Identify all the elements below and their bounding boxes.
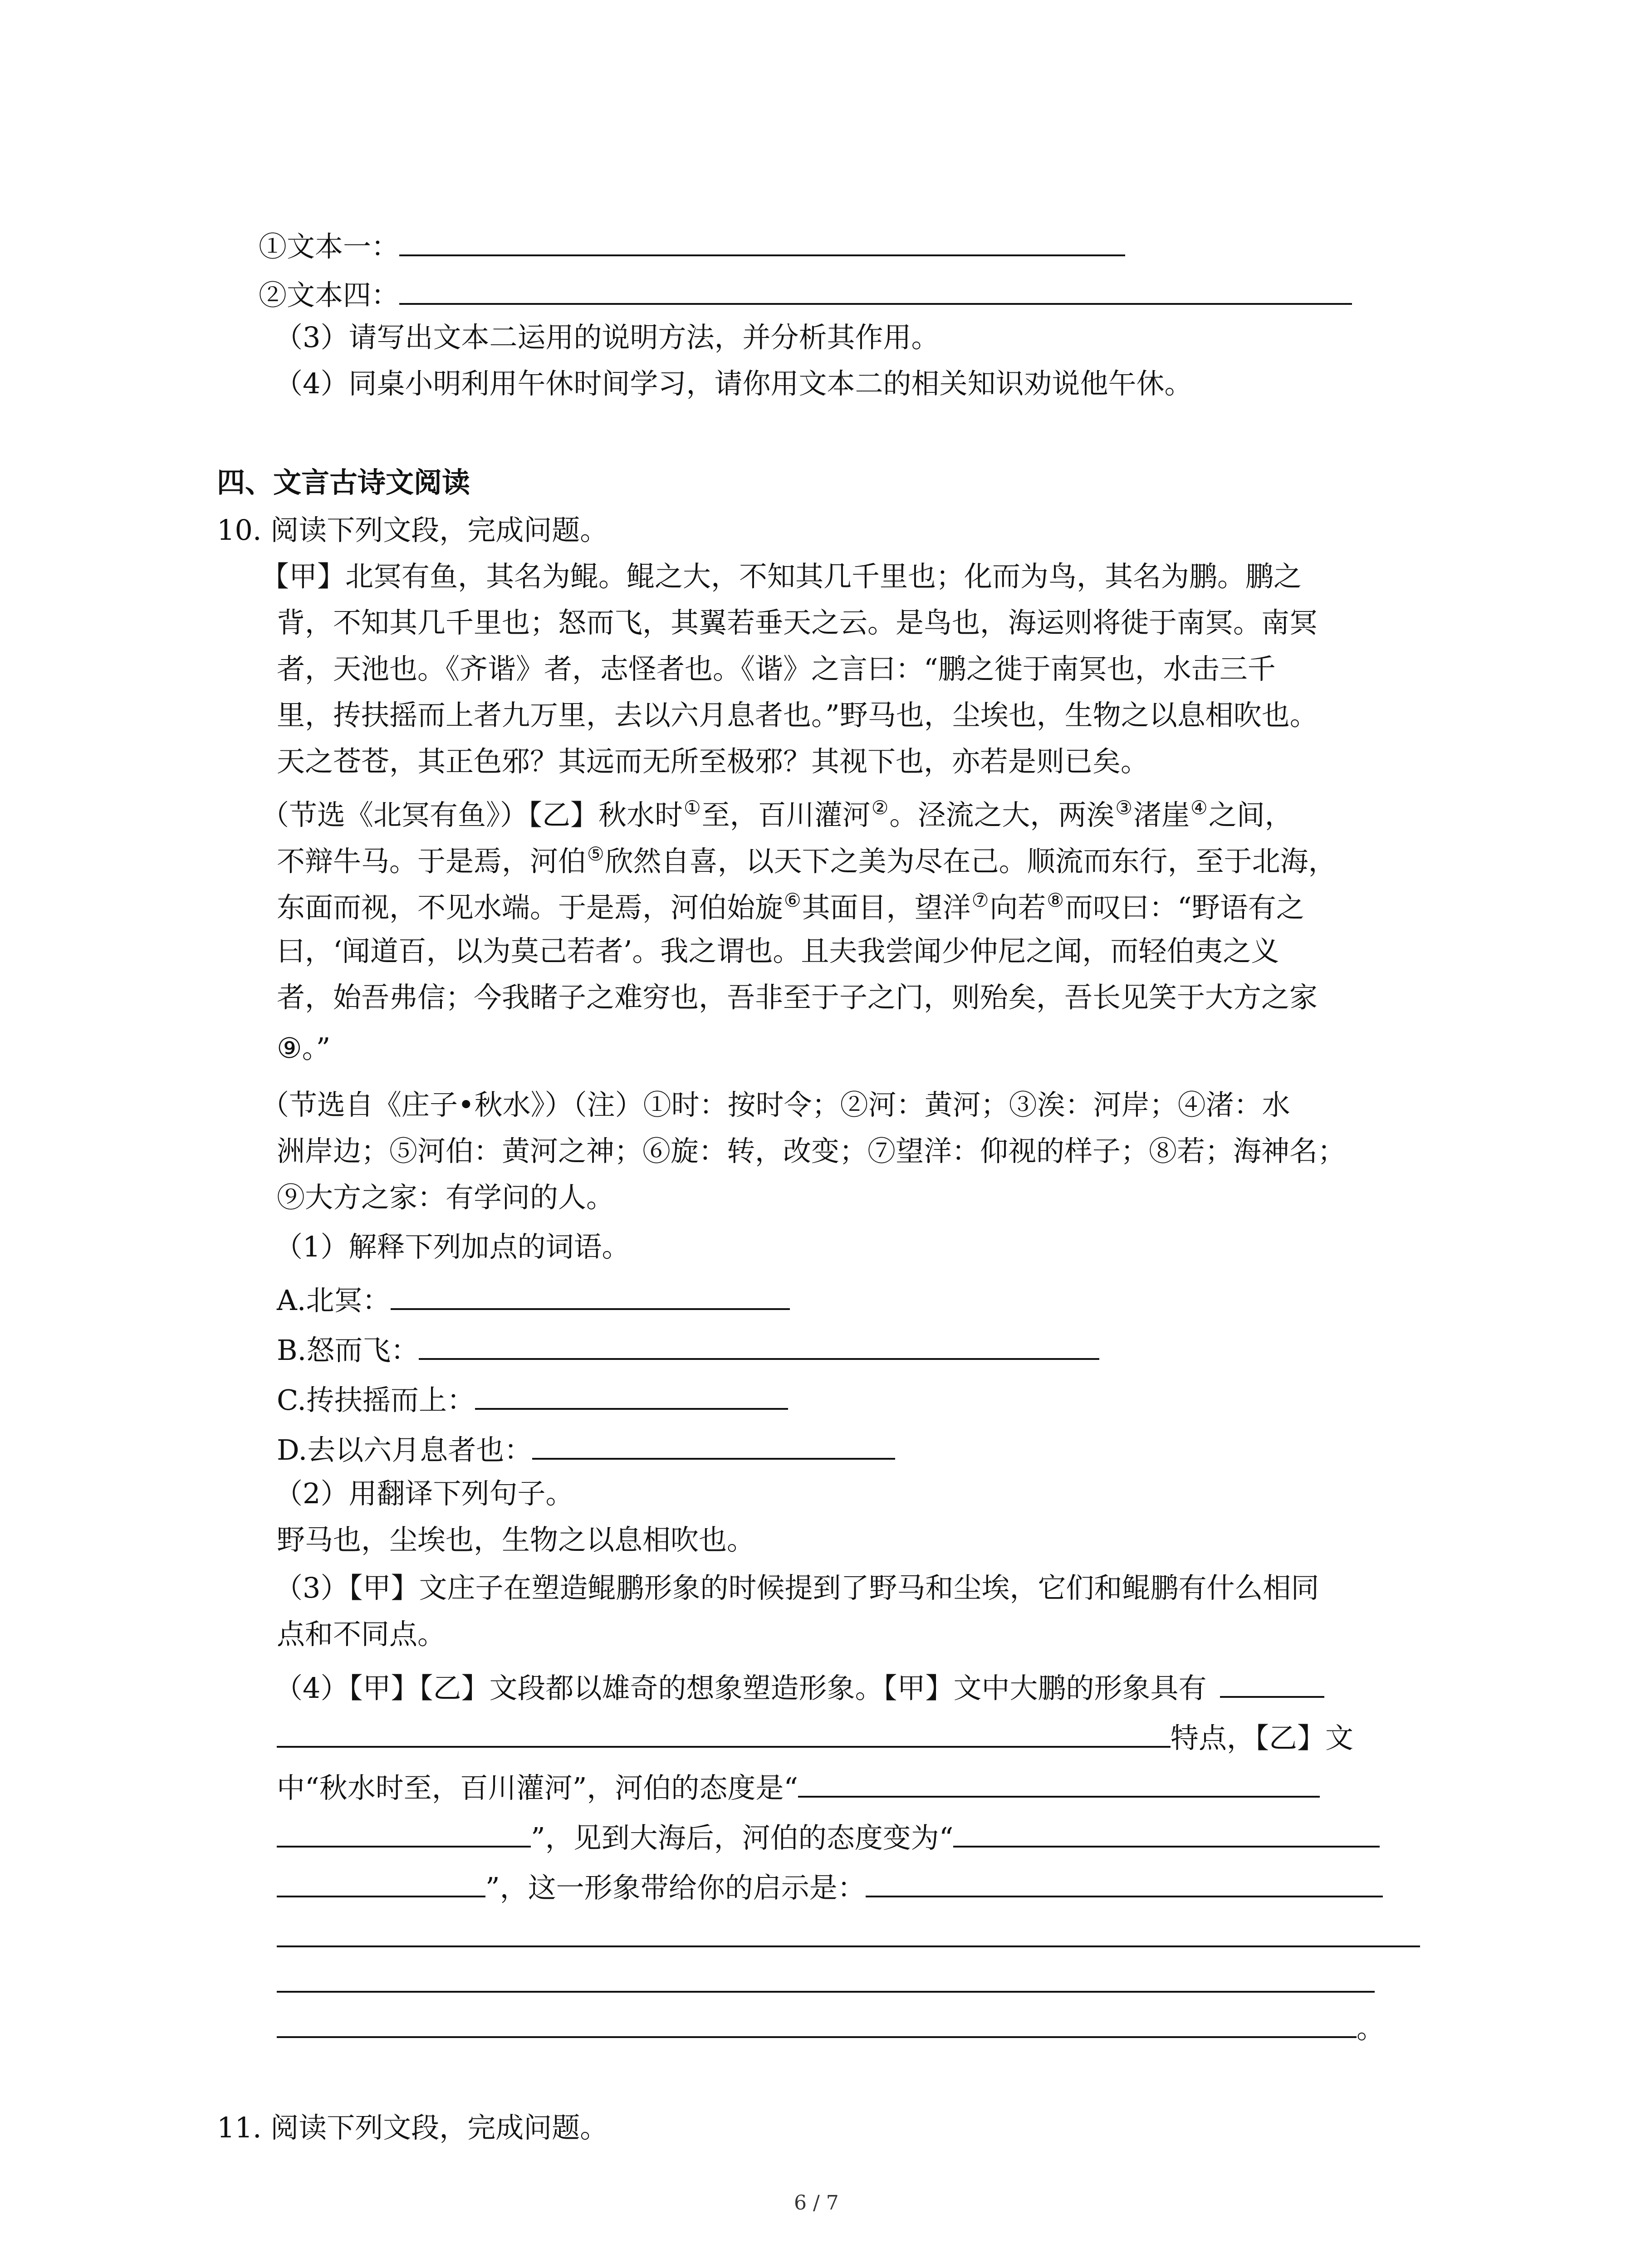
text-run: 不辩牛马。于是焉，河伯 (277, 845, 587, 878)
answer-blank[interactable] (277, 1820, 531, 1848)
word-item-b (277, 1333, 1099, 1367)
subquestion-1: （1）解释下列加点的词语。 (274, 1230, 630, 1263)
passage-yi-line: 者，始吾弗信；今我睹子之难穷也，吾非至于子之门，则殆矣，吾长见笑于大方之家 (277, 981, 1318, 1014)
note-marker: ③ (1115, 797, 1133, 819)
word-item-d (277, 1432, 895, 1464)
question-3: （3）请写出文本二运用的说明方法，并分析其作用。 (274, 321, 940, 354)
item-text-four-label: ②文本四： (259, 279, 400, 312)
subquestion-4-line (277, 1770, 1320, 1802)
item-text-one-label: ①文本一： (259, 230, 400, 263)
answer-blank[interactable] (798, 1770, 1320, 1798)
notes-line: ⑨大方之家：有学问的人。 (277, 1181, 615, 1214)
question-11-intro: 11. 阅读下列文段，完成问题。 (217, 2111, 608, 2144)
text-run: ： (362, 1284, 391, 1317)
answer-blank[interactable] (277, 1870, 485, 1897)
passage-yi-line (261, 797, 1293, 832)
text-run: 其面目，望洋 (802, 891, 971, 924)
answer-blank[interactable] (532, 1432, 895, 1460)
text-run: 而叹曰：“野语有之 (1065, 891, 1304, 924)
answer-line (277, 2011, 1385, 2043)
text-run: C. (277, 1383, 306, 1417)
passage-yi-line: 曰，‘闻道百，以为莫己若者’。我之谓也。且夫我尝闻少仲尼之闻，而轻伯夷之义 (277, 934, 1279, 968)
note-marker: ⑧ (1047, 889, 1064, 911)
text-run: 扶摇而上： (334, 1383, 475, 1417)
text-run: D.去以六月 (277, 1433, 420, 1466)
text-run: A.北 (277, 1284, 334, 1317)
text-run: （4）【甲】【乙】文段都以雄奇的想象塑造形象。【甲】文中大鹏的形象具有 (274, 1672, 1207, 1705)
passage-yi-line (277, 891, 1304, 922)
notes-line: 洲岸边；⑤河伯：黄河之神；⑥旋：转，改变；⑦望洋：仰视的样子；⑧若；海神名； (277, 1134, 1346, 1168)
passage-jia-line: 【甲】北冥有鱼，其名为鲲。鲲之大，不知其几千里也；化而为鸟，其名为鹏。鹏之 (261, 560, 1302, 593)
answer-line (277, 1965, 1375, 1997)
passage-jia-line: 者，天池也。《齐谐》者，志怪者也。《谐》之言曰：“鹏之徙于南冥也，水击三千 (277, 652, 1276, 685)
subquestion-4-line (277, 1870, 1383, 1902)
text-run: 中“秋水时至，百川灌河”，河伯的态度是“ (277, 1771, 798, 1804)
subquestion-4-line (274, 1671, 1324, 1705)
item-text-four (259, 278, 1352, 312)
dotted-word: 抟 (306, 1383, 334, 1417)
answer-line (277, 1920, 1420, 1952)
note-marker: ⑥ (784, 889, 801, 911)
text-run: 欣然自喜，以天下之美为尽在己。顺流而东行，至于北海， (605, 845, 1337, 878)
note-marker: ⑤ (587, 843, 604, 865)
text-run: 向若 (989, 891, 1046, 924)
section-title: 四、文言古诗文阅读 (217, 466, 470, 499)
text-run: 东面而视，不见水端。于是焉，河伯始旋 (277, 891, 784, 924)
dotted-word: 怒 (306, 1334, 335, 1367)
item-text-one (259, 229, 1125, 261)
subquestion-3: （3）【甲】文庄子在塑造鲲鹏形象的时候提到了野马和尘埃，它们和鲲鹏有什么相同 (274, 1571, 1319, 1604)
subquestion-4-line (277, 1721, 1354, 1755)
text-run: ”，见到大海后，河伯的态度变为“ (531, 1821, 954, 1854)
subquestion-4-line (277, 1820, 1380, 1852)
text-run: （节选《北冥有鱼》）【乙】秋水时 (261, 798, 683, 832)
notes-line: （节选自《庄子•秋水》）（注）①时：按时令；②河：黄河；③涘：河岸；④渚：水 (261, 1088, 1290, 1121)
passage-jia-line: 天之苍苍，其正色邪？其远而无所至极邪？其视下也，亦若是则已矣。 (277, 745, 1149, 778)
dotted-word: 息 (420, 1433, 448, 1466)
text-run: 至，百川灌河 (701, 798, 871, 832)
subquestion-3-cont: 点和不同点。 (277, 1618, 446, 1651)
word-item-a (277, 1283, 790, 1315)
text-run: 。泾流之大，两涘 (889, 798, 1115, 832)
subquestion-2: （2）用翻译下列句子。 (274, 1477, 574, 1510)
text-run: 而飞： (334, 1334, 419, 1367)
word-item-c (277, 1383, 788, 1417)
answer-blank[interactable] (277, 1965, 1375, 1993)
answer-blank[interactable] (399, 229, 1125, 256)
passage-jia-line: 背，不知其几千里也；怒而飞，其翼若垂天之云。是鸟也，海运则将徙于南冥。南冥 (277, 606, 1318, 639)
answer-blank[interactable] (953, 1820, 1380, 1848)
text-run: ”，这一形象带给你的启示是： (485, 1871, 866, 1904)
answer-blank[interactable] (1220, 1671, 1324, 1698)
question-4: （4）同桌小明利用午休时间学习，请你用文本二的相关知识劝说他午休。 (274, 367, 1193, 400)
passage-yi-line: ⑨。” (277, 1031, 331, 1065)
text-run: 特点，【乙】文 (1171, 1721, 1354, 1755)
note-marker: ① (684, 797, 701, 819)
answer-blank[interactable] (866, 1870, 1383, 1897)
note-marker: ⑦ (971, 889, 989, 911)
answer-blank[interactable] (419, 1333, 1099, 1360)
answer-blank[interactable] (277, 1920, 1420, 1947)
dotted-word: 冥 (334, 1284, 362, 1317)
answer-blank[interactable] (277, 2011, 1357, 2038)
answer-blank[interactable] (399, 278, 1352, 305)
answer-blank[interactable] (391, 1283, 790, 1310)
text-run: B. (277, 1334, 307, 1367)
text-run: 渚崖 (1133, 798, 1190, 832)
note-marker: ④ (1190, 797, 1208, 819)
text-run: 。 (1357, 2012, 1385, 2045)
answer-blank[interactable] (277, 1721, 1171, 1748)
page-number: 6 / 7 (794, 2191, 839, 2214)
text-run: 者也： (448, 1433, 533, 1466)
answer-blank[interactable] (475, 1383, 788, 1410)
text-run: 之间， (1208, 798, 1293, 832)
passage-jia-line: 里，抟扶摇而上者九万里，去以六月息者也。”野马也，尘埃也，生物之以息相吹也。 (277, 699, 1318, 732)
note-marker: ② (871, 797, 889, 819)
passage-yi-line (277, 843, 1337, 878)
sentence-to-translate: 野马也，尘埃也，生物之以息相吹也。 (277, 1523, 755, 1556)
question-10-intro: 10. 阅读下列文段，完成问题。 (217, 513, 608, 547)
